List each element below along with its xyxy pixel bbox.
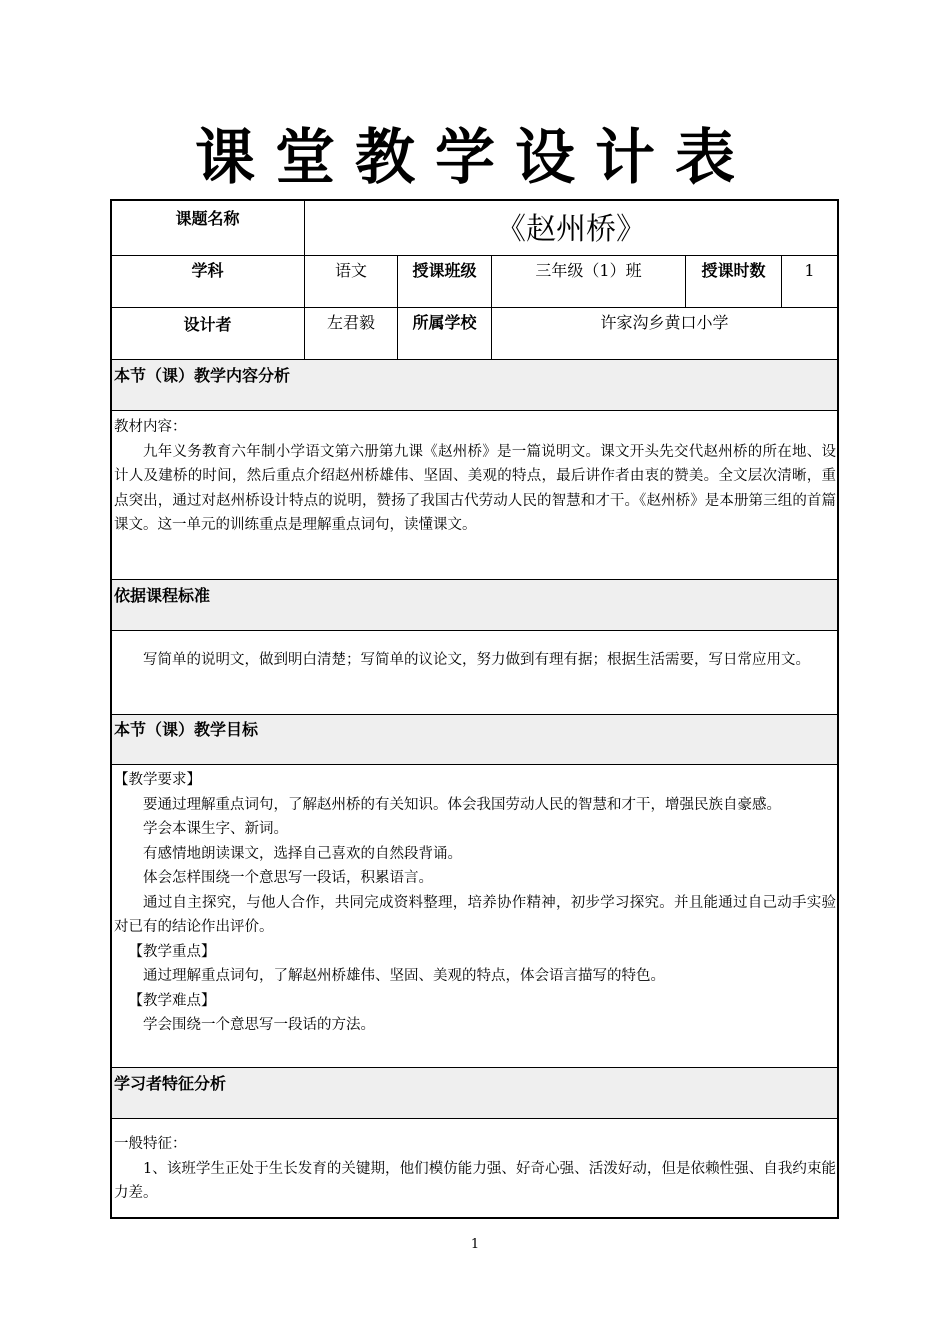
hours-label: 授课时数 xyxy=(701,261,766,280)
page-title: 课堂教学设计表 xyxy=(195,123,755,193)
table-row-divider xyxy=(110,1067,839,1068)
standards-body: 写简单的说明文，做到明白清楚；写简单的议论文，努力做到有理有据；根据生活需要，写日常应用文。 xyxy=(143,652,810,668)
objectives-diff-label: 【教学难点】 xyxy=(128,992,216,1009)
objectives-diff-body: 学会围绕一个意思写一段话的方法。 xyxy=(143,1017,375,1033)
designer-label: 设计者 xyxy=(183,315,232,334)
objective-item: 通过自主探究，与他人合作，共同完成资料整理，培养协作精神，初步学习探究。并且能通过自己动手实验对已有的结论作出评价。 xyxy=(114,894,836,935)
objective-item: 学会本课生字、新词。 xyxy=(143,821,288,837)
hours-value: 1 xyxy=(804,261,815,280)
content-analysis-lead: 教材内容： xyxy=(114,419,187,435)
objective-item: 体会怎样围绕一个意思写一段话，积累语言。 xyxy=(143,870,433,886)
table-row-divider xyxy=(110,1118,839,1119)
school-label: 所属学校 xyxy=(412,313,477,332)
page-number: 1 xyxy=(470,1237,480,1252)
standards-text xyxy=(114,648,836,673)
subject-label: 学科 xyxy=(191,261,224,280)
learners-lead: 一般特征： xyxy=(114,1136,187,1152)
table-row-divider xyxy=(110,764,839,765)
table-row-divider xyxy=(110,630,839,631)
section-heading-content-analysis: 本节（课）教学内容分析 xyxy=(114,366,291,385)
topic-value: 《赵州桥》 xyxy=(496,212,646,247)
section-heading-objectives: 本节（课）教学目标 xyxy=(114,720,259,739)
class-label: 授课班级 xyxy=(412,261,477,280)
section-heading-learners: 学习者特征分析 xyxy=(114,1074,227,1093)
content-analysis-body: 九年义务教育六年制小学语文第六册第九课《赵州桥》是一篇说明文。课文开头先交代赵州桥的所在地、设计人及建桥的时间，然后重点介绍赵州桥雄伟、坚固、美观的特点，最后讲作者由衷的赞美。全文层次清晰，重点突出，通过对赵州桥设计特点的说明，赞扬了我国古代劳动人民的智慧和才干。《赵州桥》是本册第三组的首篇课文。这一单元的训练重点是理解重点词句，读懂课文。 xyxy=(114,443,836,533)
content-analysis-text xyxy=(114,415,836,538)
designer-value: 左君毅 xyxy=(326,313,375,332)
table-row-divider xyxy=(110,359,839,360)
objective-item: 有感情地朗读课文，选择自己喜欢的自然段背诵。 xyxy=(143,845,462,862)
school-value: 许家沟乡黄口小学 xyxy=(600,313,729,332)
objectives-req-label: 【教学要求】 xyxy=(114,772,201,788)
subject-value: 语文 xyxy=(334,261,367,280)
table-row-divider xyxy=(110,714,839,715)
table-row-divider xyxy=(110,579,839,580)
table-row-divider xyxy=(110,307,839,308)
learners-body: 1、该班学生正处于生长发育的关键期，他们模仿能力强、好奇心强、活泼好动，但是依赖性强、自我约束能力差。 xyxy=(114,1160,836,1201)
objective-item: 要通过理解重点词句，了解赵州桥的有关知识。体会我国劳动人民的智慧和才干，增强民族自豪感。 xyxy=(143,796,781,813)
objectives-key-label: 【教学重点】 xyxy=(128,943,216,960)
class-value: 三年级（1）班 xyxy=(535,261,642,280)
design-table xyxy=(110,199,839,1219)
table-row-divider xyxy=(110,255,839,256)
table-row-divider xyxy=(110,410,839,411)
learners-text xyxy=(114,1132,836,1206)
topic-label: 课题名称 xyxy=(175,209,240,228)
section-heading-standards: 依据课程标准 xyxy=(114,586,211,605)
objectives-key-body: 通过理解重点词句，了解赵州桥雄伟、坚固、美观的特点，体会语言描写的特色。 xyxy=(143,968,665,984)
objectives-text xyxy=(114,768,836,1038)
